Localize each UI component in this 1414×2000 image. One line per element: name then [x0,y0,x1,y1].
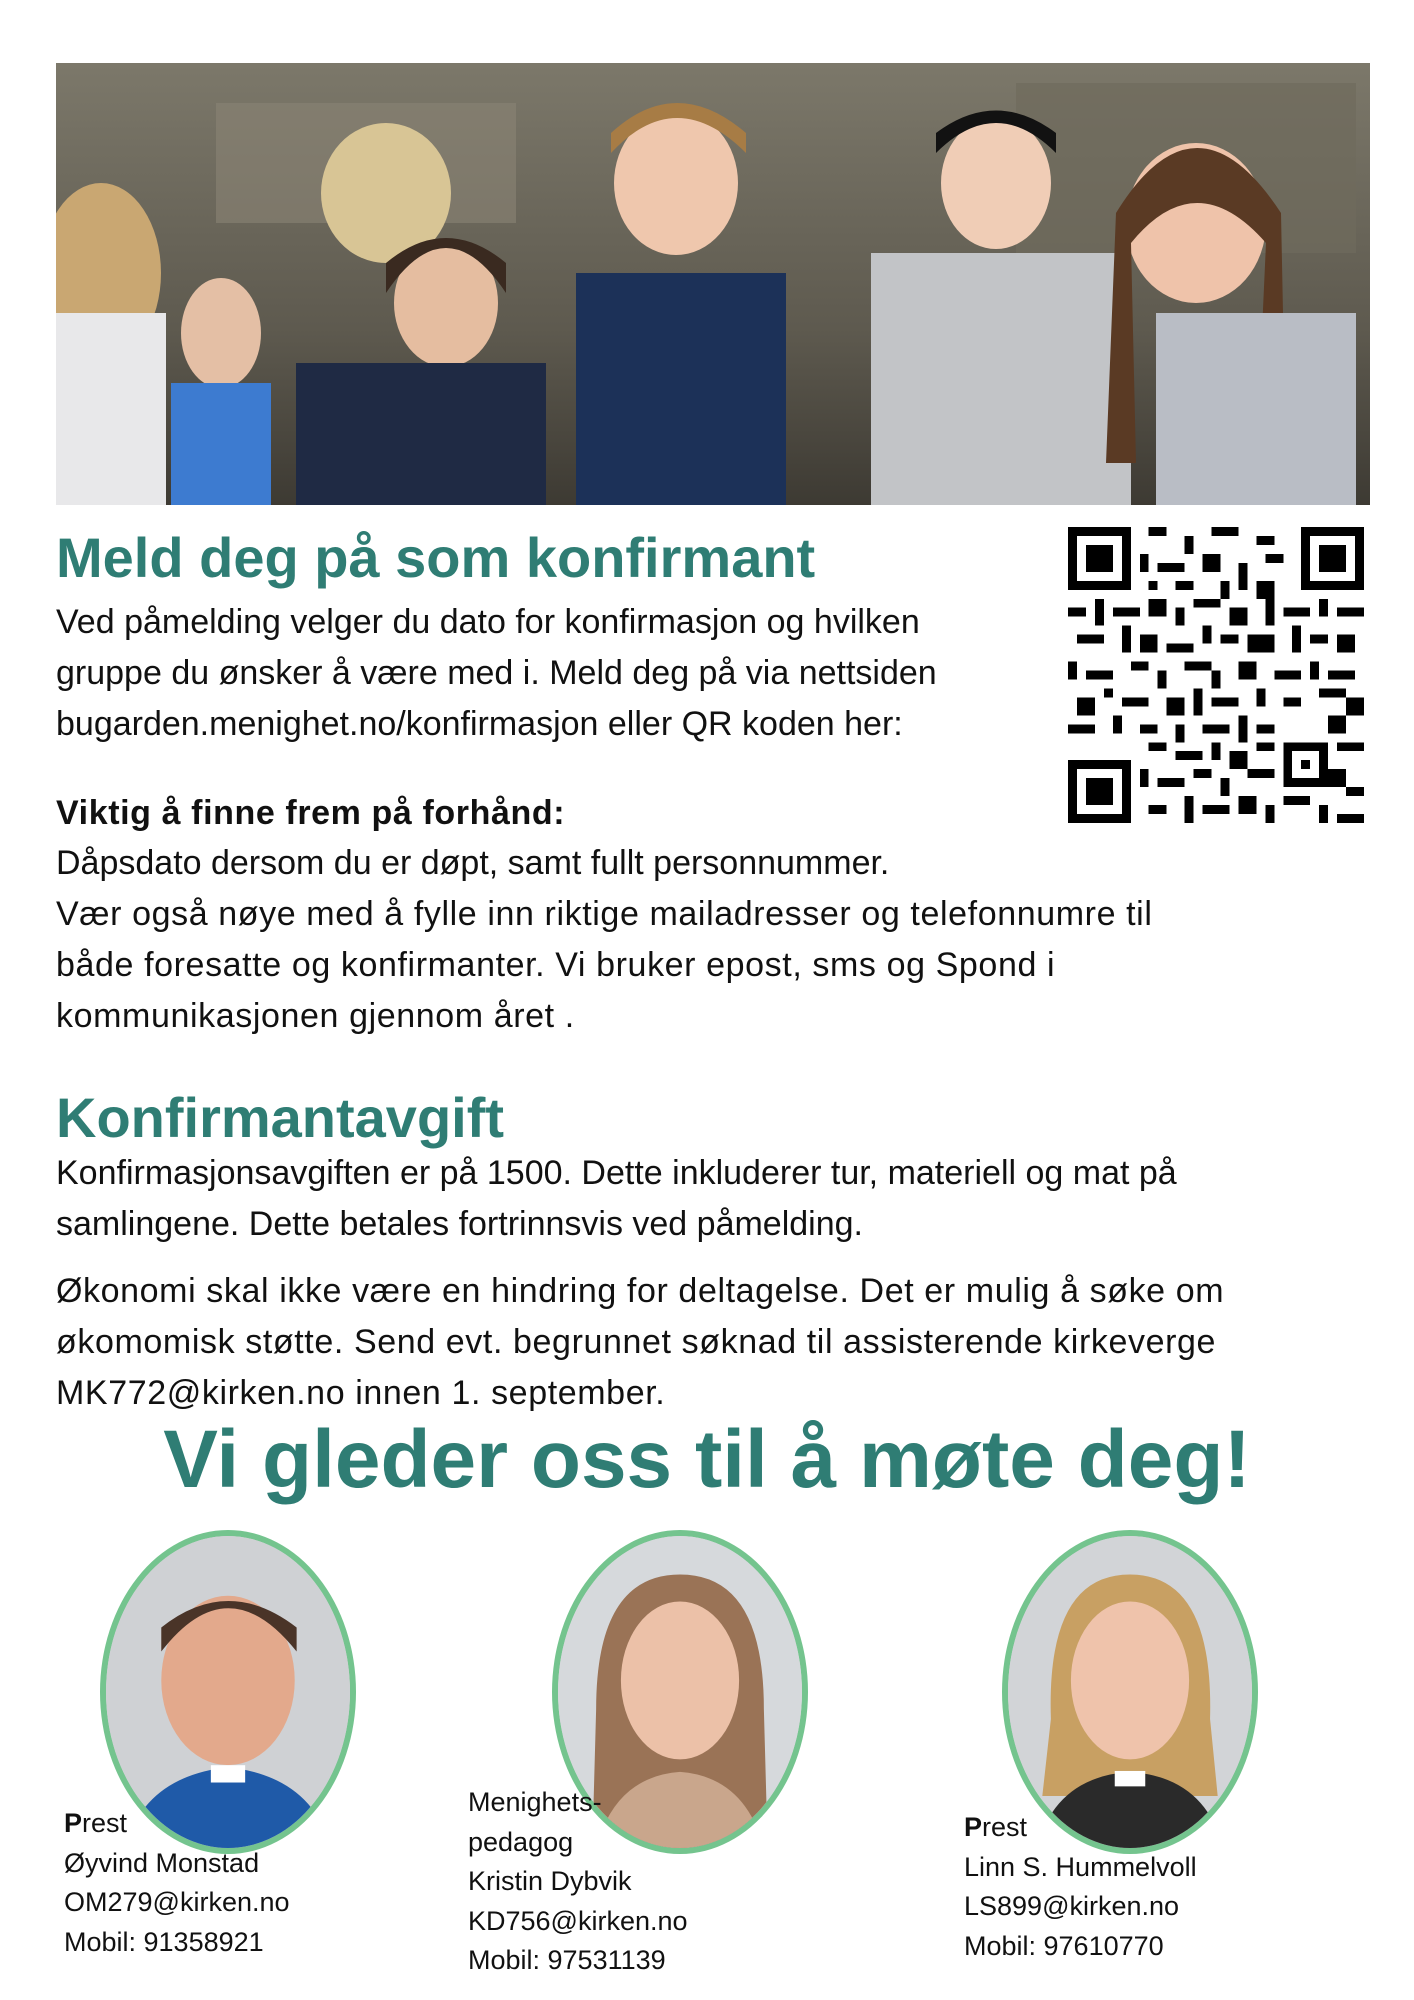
contact-kristin-dybvik [468,1783,688,1981]
contact-role-line: Menighets- [468,1787,602,1817]
contact-name: Øyvind Monstad [64,1847,260,1878]
important-section [56,788,1376,1042]
contact-phone[interactable]: Mobil: 97531139 [468,1945,666,1975]
portrait-linn-hummelvoll [1002,1530,1258,1854]
important-text-line: Vær også nøye med å fylle inn riktige mailadresser og telefonnumre til [56,895,1153,933]
slogan: Vi gleder oss til å møte deg! [163,1414,1251,1505]
contact-email[interactable]: LS899@kirken.no [964,1891,1180,1921]
important-text-line: Dåpsdato dersom du er døpt, samt fullt personnummer. [56,844,890,882]
contact-email[interactable]: OM279@kirken.no [64,1887,290,1917]
signup-text-line: Ved påmelding velger du dato for konfirmasjon og hvilken [56,603,920,641]
hero-photo [56,63,1370,505]
important-heading: Viktig å finne frem på forhånd: [56,794,566,832]
contact-email[interactable]: KD756@kirken.no [468,1905,688,1936]
signup-text-line: gruppe du ønsker å være med i. Meld deg på via nettsiden [56,654,937,692]
contact-phone[interactable]: Mobil: 91358921 [64,1926,264,1957]
fee-text-line: Økonomi skal ikke være en hindring for deltagelse. Det er mulig å søke om [56,1272,1225,1310]
signup-text-line: bugarden.menighet.no/konfirmasjon eller QR koden her: [56,705,903,743]
contact-name: Linn S. Hummelvoll [964,1851,1197,1882]
signup-section [56,526,1036,750]
fee-section [56,1086,1376,1419]
contact-oyvind-monstad [64,1804,290,1962]
fee-text-line: økomomisk støtte. Send evt. begrunnet søknad til assisterende kirkeverge [56,1323,1217,1361]
qr-code[interactable] [1068,527,1364,823]
fee-text-line: samlingene. Dette betales fortrinnsvis ved påmelding. [56,1205,863,1243]
fee-text-line: Konfirmasjonsavgiften er på 1500. Dette inkluderer tur, materiell og mat på [56,1154,1177,1192]
contact-role: Prest [964,1812,1028,1842]
contact-role-line: pedagog [468,1826,574,1857]
contact-linn-hummelvoll [964,1808,1197,1966]
important-text-line: både foresatte og konfirmanter. Vi bruker epost, sms og Spond i [56,946,1056,984]
important-text-line: kommunikasjonen gjennom året . [56,997,575,1035]
signup-title: Meld deg på som konfirmant [56,526,816,589]
contact-phone[interactable]: Mobil: 97610770 [964,1930,1164,1961]
contact-role: Prest [64,1808,128,1838]
fee-title: Konfirmantavgift [56,1086,504,1149]
fee-text-line: MK772@kirken.no innen 1. september. [56,1374,666,1412]
contact-name: Kristin Dybvik [468,1866,632,1896]
